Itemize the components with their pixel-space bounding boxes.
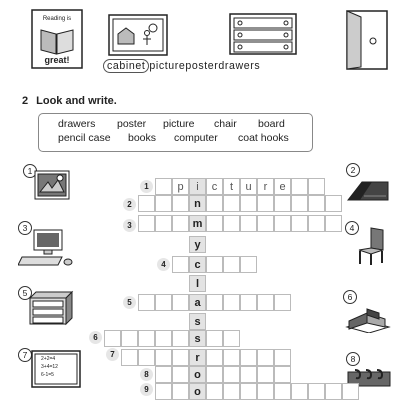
exercise-number: 2 <box>22 95 29 107</box>
crossword-cell[interactable] <box>257 195 274 212</box>
crossword-cell[interactable] <box>155 383 172 400</box>
crossword-given-letter[interactable]: i <box>189 178 206 195</box>
pencil-case-icon <box>346 178 390 207</box>
crossword-vertical-letter[interactable]: s <box>189 330 206 347</box>
crossword-cell[interactable] <box>172 330 189 347</box>
board-text-2: 3+4=12 <box>41 364 58 370</box>
word-poster: poster <box>117 118 147 130</box>
crossword-cell[interactable] <box>138 195 155 212</box>
crossword-vertical-letter[interactable]: a <box>189 294 206 311</box>
crossword-vertical-letter[interactable]: n <box>189 195 206 212</box>
word-picture: picture <box>163 118 195 130</box>
crossword-cell[interactable] <box>155 294 172 311</box>
crossword-vertical-letter[interactable]: o <box>189 383 206 400</box>
word-drawers: drawers <box>58 118 96 130</box>
crossword-cell[interactable] <box>155 349 172 366</box>
crossword-cell[interactable] <box>206 366 223 383</box>
crossword-vertical-letter[interactable]: r <box>189 349 206 366</box>
drawers-icon <box>228 12 298 61</box>
crossword-cell[interactable] <box>240 256 257 273</box>
word-books: books <box>128 132 157 144</box>
crossword-cell[interactable] <box>342 383 359 400</box>
picture-number-2: 2 <box>346 163 360 177</box>
house-picture-icon <box>108 14 168 61</box>
board-text-1: 2+2=4 <box>41 356 56 362</box>
exercise-title: Look and write. <box>36 95 117 107</box>
crossword-given-letter[interactable]: e <box>274 178 291 195</box>
reading-sign-picture <box>30 8 84 70</box>
crossword-given-letter[interactable]: c <box>206 178 223 195</box>
board-text-3: 6-1=5 <box>41 372 54 378</box>
crossword-vertical-letter[interactable]: y <box>189 236 206 253</box>
reading-sign-word: great! <box>44 55 70 65</box>
crossword-cell[interactable] <box>291 178 308 195</box>
drawers-small-icon <box>28 290 74 331</box>
crossword-cell[interactable] <box>138 294 155 311</box>
crossword-cell[interactable] <box>240 383 257 400</box>
crossword-cell[interactable] <box>206 256 223 273</box>
picture-number-7: 7 <box>18 348 32 362</box>
crossword-cell[interactable] <box>274 294 291 311</box>
crossword-cell[interactable] <box>121 349 138 366</box>
crossword-cell[interactable] <box>274 215 291 232</box>
crossword-cell[interactable] <box>274 366 291 383</box>
crossword-cell[interactable] <box>223 366 240 383</box>
crossword-cell[interactable] <box>308 195 325 212</box>
crossword-cell[interactable] <box>206 215 223 232</box>
crossword-vertical-letter[interactable]: s <box>189 313 206 330</box>
crossword-cell[interactable] <box>206 294 223 311</box>
cabinet-icon <box>343 9 391 76</box>
crossword-cell[interactable] <box>223 349 240 366</box>
crossword-cell[interactable] <box>104 330 121 347</box>
crossword-cell[interactable] <box>172 383 189 400</box>
crossword-row-number-2: 2 <box>123 198 136 211</box>
crossword-cell[interactable] <box>223 215 240 232</box>
crossword-cell[interactable] <box>291 383 308 400</box>
crossword-row-number-9: 9 <box>140 383 153 396</box>
chair-icon <box>355 226 387 271</box>
crossword-cell[interactable] <box>223 294 240 311</box>
word-board: board <box>258 118 285 130</box>
word-snake-circled: cabinet <box>103 59 149 73</box>
crossword-cell[interactable] <box>291 195 308 212</box>
crossword-cell[interactable] <box>121 330 138 347</box>
crossword-cell[interactable] <box>257 349 274 366</box>
crossword-row-number-5: 5 <box>123 296 136 309</box>
crossword-cell[interactable] <box>172 294 189 311</box>
crossword-cell[interactable] <box>206 195 223 212</box>
crossword-cell[interactable] <box>325 215 342 232</box>
crossword-cell[interactable] <box>240 366 257 383</box>
crossword-cell[interactable] <box>325 195 342 212</box>
word-snake-rest: pictureposterdrawers <box>149 60 261 72</box>
crossword-cell[interactable] <box>223 195 240 212</box>
crossword-cell[interactable] <box>138 349 155 366</box>
crossword-vertical-letter[interactable]: c <box>189 256 206 273</box>
crossword-cell[interactable] <box>308 178 325 195</box>
crossword-cell[interactable] <box>172 215 189 232</box>
picture-number-3: 3 <box>18 221 32 235</box>
word-chair: chair <box>214 118 237 130</box>
crossword-row-number-4: 4 <box>157 258 170 271</box>
crossword-cell[interactable] <box>257 383 274 400</box>
crossword-cell[interactable] <box>155 330 172 347</box>
crossword-row-number-6: 6 <box>89 331 102 344</box>
crossword-cell[interactable] <box>155 215 172 232</box>
crossword-row-number-1: 1 <box>140 180 153 193</box>
picture-number-1: 1 <box>23 164 37 178</box>
crossword-cell[interactable] <box>240 195 257 212</box>
crossword-row-number-7: 7 <box>106 348 119 361</box>
crossword-cell[interactable] <box>155 366 172 383</box>
crossword-cell[interactable] <box>172 195 189 212</box>
crossword-given-letter[interactable]: u <box>240 178 257 195</box>
exercise-heading <box>22 95 117 107</box>
crossword-cell[interactable] <box>138 215 155 232</box>
crossword-cell[interactable] <box>257 215 274 232</box>
crossword-cell[interactable] <box>274 383 291 400</box>
crossword-cell[interactable] <box>172 256 189 273</box>
picture-number-8: 8 <box>346 352 360 366</box>
crossword-row-number-3: 3 <box>123 219 136 232</box>
crossword-cell[interactable] <box>257 294 274 311</box>
crossword-cell[interactable] <box>206 330 223 347</box>
word-computer: computer <box>174 132 218 144</box>
crossword-cell[interactable] <box>274 349 291 366</box>
crossword-vertical-letter[interactable]: l <box>189 275 206 292</box>
crossword-cell[interactable] <box>223 256 240 273</box>
crossword-cell[interactable] <box>308 383 325 400</box>
books-icon <box>345 307 391 338</box>
crossword-cell[interactable] <box>257 366 274 383</box>
reading-sign-title: Reading is <box>42 16 72 22</box>
crossword-cell[interactable] <box>274 195 291 212</box>
crossword-cell[interactable] <box>172 349 189 366</box>
crossword-cell[interactable] <box>240 349 257 366</box>
crossword-given-letter[interactable]: p <box>172 178 189 195</box>
crossword-vertical-letter[interactable]: o <box>189 366 206 383</box>
crossword-cell[interactable] <box>138 330 155 347</box>
picture-icon <box>34 170 70 205</box>
word-coat-hooks: coat hooks <box>238 132 289 144</box>
crossword-cell[interactable] <box>223 330 240 347</box>
crossword-cell[interactable] <box>291 215 308 232</box>
crossword-cell[interactable] <box>223 383 240 400</box>
board-icon <box>31 350 81 393</box>
picture-number-5: 5 <box>18 286 32 300</box>
picture-number-4: 4 <box>345 221 359 235</box>
word-pencil-case: pencil case <box>58 132 111 144</box>
crossword-given-letter[interactable]: t <box>223 178 240 195</box>
crossword-cell[interactable] <box>155 178 172 195</box>
crossword-cell[interactable] <box>172 366 189 383</box>
crossword-vertical-letter[interactable]: m <box>189 215 206 232</box>
crossword-cell[interactable] <box>308 215 325 232</box>
crossword-cell[interactable] <box>325 383 342 400</box>
crossword-cell[interactable] <box>240 294 257 311</box>
crossword-cell[interactable] <box>155 195 172 212</box>
crossword-given-letter[interactable]: r <box>257 178 274 195</box>
crossword-row-number-8: 8 <box>140 368 153 381</box>
crossword-cell[interactable] <box>206 349 223 366</box>
crossword-cell[interactable] <box>206 383 223 400</box>
picture-number-6: 6 <box>343 290 357 304</box>
word-snake <box>103 60 260 72</box>
crossword-cell[interactable] <box>240 215 257 232</box>
computer-icon <box>18 229 74 272</box>
